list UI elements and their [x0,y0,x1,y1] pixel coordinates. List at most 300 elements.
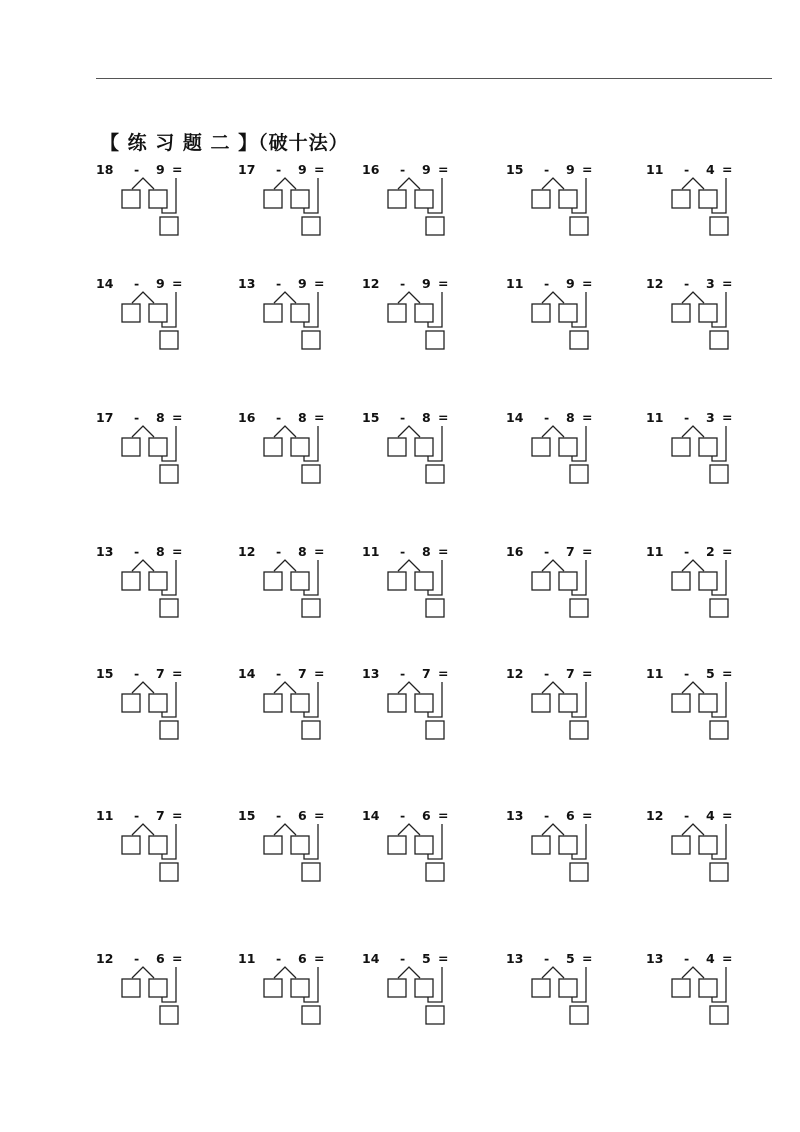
connector-line [304,712,311,717]
connector-line [162,997,169,1002]
split-box-left[interactable] [388,190,406,208]
minuend: 13 [506,808,524,823]
result-box[interactable] [570,465,588,483]
subtrahend: 9 [566,276,575,291]
minus-sign: - [276,666,282,681]
connector-line [435,967,442,1002]
split-branch-lines [274,682,296,693]
connector-line [435,682,442,717]
split-box-right[interactable] [291,438,309,456]
connector-line [719,967,726,1002]
connector-line [428,208,435,213]
connector-line [162,456,169,461]
problem [362,808,502,898]
split-box-right[interactable] [291,979,309,997]
connector-line [435,824,442,859]
split-box-left[interactable] [672,304,690,322]
split-box-right[interactable] [291,694,309,712]
result-box[interactable] [710,599,728,617]
split-box-right[interactable] [149,836,167,854]
split-box-left[interactable] [122,572,140,590]
subtrahend: 7 [566,666,575,681]
split-box-right[interactable] [559,304,577,322]
subtrahend: 4 [706,951,715,966]
split-branch-lines [398,682,420,693]
split-box-right[interactable] [291,304,309,322]
result-box[interactable] [426,331,444,349]
split-box-right[interactable] [559,836,577,854]
subtrahend: 7 [566,544,575,559]
split-box-right[interactable] [415,836,433,854]
split-diagram [362,666,502,756]
subtrahend: 5 [706,666,715,681]
minuend: 13 [362,666,380,681]
split-diagram [362,162,502,252]
split-diagram [96,808,236,898]
result-box[interactable] [570,331,588,349]
connector-line [162,208,169,213]
result-box[interactable] [570,1006,588,1024]
split-diagram [646,666,786,756]
split-box-right[interactable] [699,438,717,456]
split-branch-lines [398,178,420,189]
split-diagram [646,808,786,898]
result-box[interactable] [302,331,320,349]
split-box-left[interactable] [532,190,550,208]
minuend: 14 [362,951,380,966]
split-box-right[interactable] [699,190,717,208]
equals-sign: = [172,951,183,966]
split-diagram [506,808,646,898]
connector-line [304,997,311,1002]
minuend: 14 [238,666,256,681]
connector-line [162,854,169,859]
minuend: 13 [646,951,664,966]
split-box-left[interactable] [532,304,550,322]
connector-line [712,322,719,327]
minus-sign: - [684,162,690,177]
equals-sign: = [314,808,325,823]
subtrahend: 9 [156,276,165,291]
connector-line [311,292,318,327]
result-box[interactable] [570,863,588,881]
equals-sign: = [722,666,733,681]
problem [506,951,646,1041]
equals-sign: = [172,276,183,291]
result-box[interactable] [426,217,444,235]
split-box-right[interactable] [699,304,717,322]
connector-line [712,997,719,1002]
split-box-right[interactable] [149,304,167,322]
split-box-right[interactable] [415,979,433,997]
split-box-left[interactable] [672,438,690,456]
split-branch-lines [274,824,296,835]
minus-sign: - [400,162,406,177]
split-branch-lines [274,560,296,571]
subtrahend: 8 [422,410,431,425]
minuend: 17 [238,162,256,177]
result-box[interactable] [570,599,588,617]
split-box-left[interactable] [672,979,690,997]
split-box-left[interactable] [388,572,406,590]
connector-line [428,456,435,461]
split-box-right[interactable] [149,190,167,208]
split-box-left[interactable] [532,836,550,854]
split-branch-lines [132,682,154,693]
split-box-right[interactable] [559,438,577,456]
result-box[interactable] [710,1006,728,1024]
equals-sign: = [172,808,183,823]
connector-line [428,997,435,1002]
problem [96,162,236,252]
subtrahend: 8 [298,410,307,425]
split-box-right[interactable] [415,304,433,322]
connector-line [162,712,169,717]
connector-line [572,854,579,859]
split-box-left[interactable] [388,438,406,456]
split-box-left[interactable] [532,438,550,456]
equals-sign: = [172,666,183,681]
problem [646,951,786,1041]
split-box-left[interactable] [672,572,690,590]
split-branch-lines [542,426,564,437]
connector-line [712,854,719,859]
problem [646,162,786,252]
split-box-right[interactable] [149,438,167,456]
result-box[interactable] [302,465,320,483]
minuend: 12 [646,276,664,291]
result-box[interactable] [302,217,320,235]
minus-sign: - [684,808,690,823]
connector-line [719,292,726,327]
split-box-right[interactable] [415,572,433,590]
subtrahend: 9 [156,162,165,177]
connector-line [311,824,318,859]
split-diagram [362,808,502,898]
split-box-right[interactable] [415,694,433,712]
split-diagram [238,544,378,634]
equals-sign: = [438,666,449,681]
minus-sign: - [684,544,690,559]
split-box-right[interactable] [559,979,577,997]
minus-sign: - [134,410,140,425]
result-box[interactable] [302,721,320,739]
split-branch-lines [398,967,420,978]
split-diagram [238,162,378,252]
split-branch-lines [682,824,704,835]
minuend: 11 [646,666,664,681]
split-box-left[interactable] [264,694,282,712]
split-branch-lines [682,426,704,437]
equals-sign: = [722,544,733,559]
subtrahend: 5 [422,951,431,966]
split-box-left[interactable] [122,304,140,322]
connector-line [311,682,318,717]
split-box-right[interactable] [291,572,309,590]
split-box-left[interactable] [122,438,140,456]
problem [238,276,378,366]
minus-sign: - [544,162,550,177]
connector-line [304,208,311,213]
equals-sign: = [314,162,325,177]
minuend: 11 [646,162,664,177]
split-box-left[interactable] [532,572,550,590]
minus-sign: - [544,666,550,681]
result-box[interactable] [426,721,444,739]
minus-sign: - [544,276,550,291]
split-branch-lines [398,292,420,303]
problem [238,410,378,500]
minus-sign: - [544,951,550,966]
result-box[interactable] [160,721,178,739]
minus-sign: - [134,276,140,291]
result-box[interactable] [160,217,178,235]
connector-line [311,426,318,461]
split-diagram [238,410,378,500]
minuend: 13 [506,951,524,966]
connector-line [572,712,579,717]
split-box-left[interactable] [672,694,690,712]
minus-sign: - [276,162,282,177]
subtrahend: 7 [156,666,165,681]
split-box-left[interactable] [388,694,406,712]
result-box[interactable] [160,1006,178,1024]
minus-sign: - [276,808,282,823]
split-diagram [646,276,786,366]
result-box[interactable] [302,863,320,881]
split-diagram [506,951,646,1041]
split-branch-lines [682,292,704,303]
minuend: 11 [362,544,380,559]
minuend: 11 [646,410,664,425]
subtrahend: 7 [422,666,431,681]
equals-sign: = [172,410,183,425]
split-box-left[interactable] [264,438,282,456]
split-box-left[interactable] [264,979,282,997]
minus-sign: - [400,808,406,823]
split-branch-lines [682,178,704,189]
problem [238,951,378,1041]
subtrahend: 6 [298,808,307,823]
result-box[interactable] [570,217,588,235]
connector-line [304,322,311,327]
equals-sign: = [314,544,325,559]
split-box-left[interactable] [672,190,690,208]
minuend: 18 [96,162,114,177]
split-diagram [96,666,236,756]
minuend: 12 [646,808,664,823]
result-box[interactable] [426,465,444,483]
split-diagram [506,410,646,500]
minuend: 16 [506,544,524,559]
minus-sign: - [400,544,406,559]
equals-sign: = [722,276,733,291]
equals-sign: = [438,808,449,823]
split-diagram [506,162,646,252]
connector-line [719,426,726,461]
split-box-right[interactable] [559,694,577,712]
split-box-left[interactable] [672,836,690,854]
split-branch-lines [542,824,564,835]
subtrahend: 8 [156,410,165,425]
split-box-right[interactable] [559,572,577,590]
equals-sign: = [582,808,593,823]
result-box[interactable] [160,599,178,617]
split-box-left[interactable] [264,836,282,854]
page-title: 【 练 习 题 二 】（破十法） [100,132,349,154]
split-box-left[interactable] [264,190,282,208]
result-box[interactable] [710,863,728,881]
split-box-left[interactable] [388,304,406,322]
equals-sign: = [314,410,325,425]
minus-sign: - [544,808,550,823]
subtrahend: 8 [566,410,575,425]
result-box[interactable] [426,863,444,881]
equals-sign: = [582,276,593,291]
problem [646,410,786,500]
split-branch-lines [542,967,564,978]
split-box-right[interactable] [149,694,167,712]
split-diagram [646,544,786,634]
split-box-right[interactable] [559,190,577,208]
split-box-right[interactable] [699,572,717,590]
problem [362,410,502,500]
split-box-right[interactable] [699,694,717,712]
connector-line [428,590,435,595]
split-box-right[interactable] [415,438,433,456]
problem [506,162,646,252]
split-branch-lines [132,426,154,437]
split-box-left[interactable] [122,979,140,997]
connector-line [712,590,719,595]
split-box-right[interactable] [149,979,167,997]
problem [506,808,646,898]
split-box-left[interactable] [388,836,406,854]
problem [646,544,786,634]
result-box[interactable] [570,721,588,739]
minuend: 11 [238,951,256,966]
split-diagram [96,951,236,1041]
connector-line [435,178,442,213]
split-box-right[interactable] [291,836,309,854]
problem [362,276,502,366]
connector-line [162,590,169,595]
result-box[interactable] [710,217,728,235]
split-branch-lines [542,178,564,189]
subtrahend: 8 [156,544,165,559]
split-box-left[interactable] [388,979,406,997]
subtrahend: 4 [706,162,715,177]
subtrahend: 9 [422,276,431,291]
problem [96,276,236,366]
split-diagram [362,951,502,1041]
subtrahend: 9 [422,162,431,177]
split-box-left[interactable] [264,572,282,590]
split-branch-lines [132,292,154,303]
subtrahend: 6 [298,951,307,966]
result-box[interactable] [302,599,320,617]
connector-line [162,322,169,327]
result-box[interactable] [710,331,728,349]
minus-sign: - [684,666,690,681]
split-box-left[interactable] [122,836,140,854]
minuend: 14 [506,410,524,425]
split-diagram [362,544,502,634]
connector-line [719,560,726,595]
problem [362,666,502,756]
split-box-right[interactable] [699,979,717,997]
subtrahend: 9 [298,162,307,177]
split-diagram [646,410,786,500]
minuend: 14 [362,808,380,823]
minus-sign: - [134,951,140,966]
problem [506,666,646,756]
connector-line [169,682,176,717]
result-box[interactable] [426,599,444,617]
minus-sign: - [684,951,690,966]
minuend: 12 [96,951,114,966]
result-box[interactable] [160,465,178,483]
split-box-left[interactable] [122,694,140,712]
split-box-left[interactable] [264,304,282,322]
subtrahend: 8 [298,544,307,559]
equals-sign: = [722,951,733,966]
connector-line [572,322,579,327]
problem [646,666,786,756]
split-branch-lines [682,560,704,571]
problem [238,808,378,898]
split-box-right[interactable] [291,190,309,208]
connector-line [572,456,579,461]
split-box-left[interactable] [532,979,550,997]
result-box[interactable] [160,331,178,349]
result-box[interactable] [710,465,728,483]
minus-sign: - [134,544,140,559]
split-box-left[interactable] [532,694,550,712]
minus-sign: - [400,410,406,425]
equals-sign: = [582,544,593,559]
split-branch-lines [398,560,420,571]
connector-line [712,712,719,717]
equals-sign: = [438,410,449,425]
result-box[interactable] [302,1006,320,1024]
split-diagram [238,666,378,756]
problem [96,666,236,756]
result-box[interactable] [710,721,728,739]
equals-sign: = [438,276,449,291]
split-diagram [238,808,378,898]
minuend: 16 [238,410,256,425]
split-box-right[interactable] [415,190,433,208]
minuend: 11 [646,544,664,559]
connector-line [579,560,586,595]
connector-line [572,590,579,595]
problem [506,410,646,500]
split-diagram [238,951,378,1041]
split-branch-lines [274,292,296,303]
result-box[interactable] [426,1006,444,1024]
problem [96,544,236,634]
problem [362,162,502,252]
minuend: 15 [96,666,114,681]
connector-line [169,560,176,595]
split-box-left[interactable] [122,190,140,208]
split-diagram [646,162,786,252]
split-box-right[interactable] [149,572,167,590]
subtrahend: 8 [422,544,431,559]
result-box[interactable] [160,863,178,881]
split-box-right[interactable] [699,836,717,854]
